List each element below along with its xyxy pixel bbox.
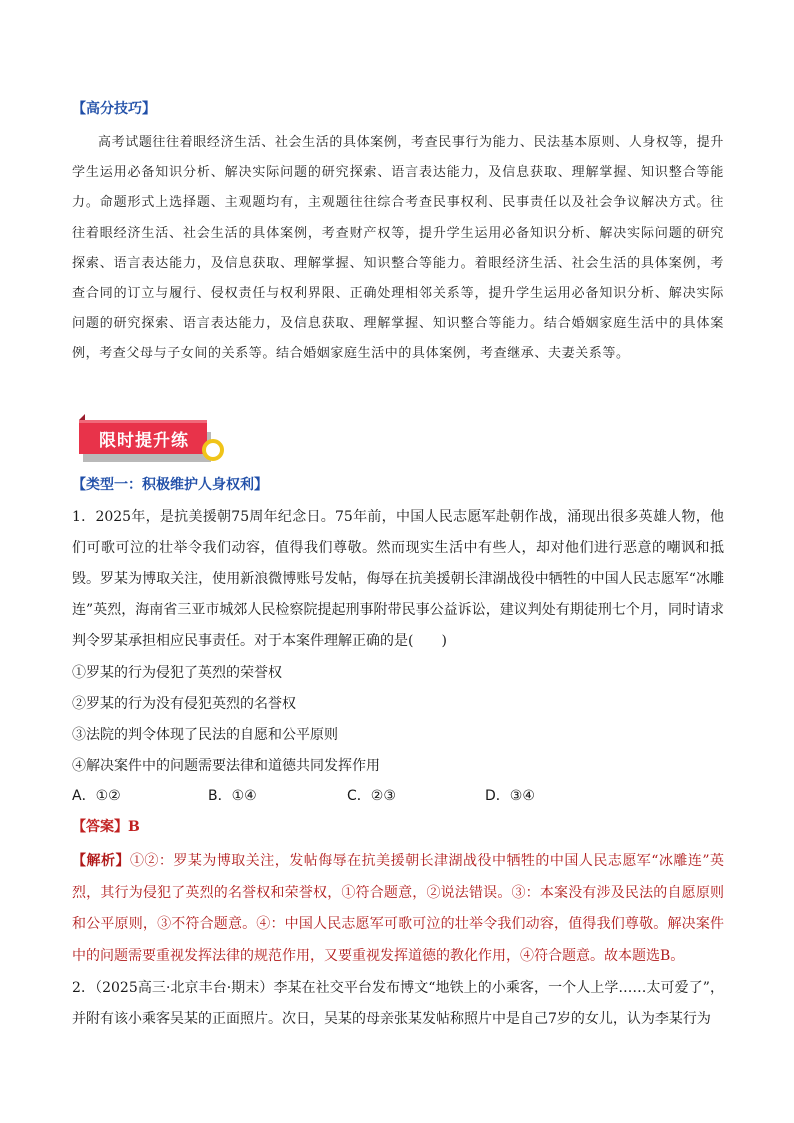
question-1-option: ③法院的判令体现了民法的自愿和公平原则: [72, 727, 338, 743]
choice-c: C．②③: [347, 788, 396, 804]
section-type-heading: 【类型一：积极维护人身权利】: [72, 477, 268, 493]
choice-d: D．③④: [485, 788, 535, 804]
analysis-block: [72, 846, 724, 972]
question-1-option: ①罗某的行为侵犯了英烈的荣誉权: [72, 665, 282, 681]
analysis-label: 【解析】: [72, 853, 130, 869]
choice-b: B．①④: [208, 788, 257, 804]
answer-line: 【答案】B: [72, 819, 140, 835]
tips-paragraph: 高考试题往往着眼经济生活、社会生活的具体案例，考查民事行为能力、民法基本原则、人身权等，提升学生运用必备知识分析、解决实际问题的研究探索、语言表达能力，及信息获取、理解掌握、知识整合等能力。命题形式上选择题、主观题均有，主观题往往综合考查民事权利、民事责任以及社会争议解决方式。往往着眼经济生活、社会生活的具体案例，考查财产权等，提升学生运用必备知识分析、解决实际问题的研究探索、语言表达能力，及信息获取、理解掌握、知识整合等能力。着眼经济生活、社会生活的具体案例，考查合同的订立与履行、侵权责任与权利界限、正确处理相邻关系等，提升学生运用必备知识分析、解决实际问题的研究探索、语言表达能力，及信息获取、理解掌握、知识整合等能力。结合婚姻家庭生活中的具体案例，考查父母与子女间的关系等。结合婚姻家庭生活中的具体案例，考查继承、夫妻关系等。: [72, 135, 724, 362]
question-1-stem: 1．2025年，是抗美援朝75周年纪念日。75年前，中国人民志愿军赴朝作战，涌现出很多英雄人物，他们可歌可泣的壮举令我们动容，值得我们尊敬。然而现实生活中有些人，却对他们进行恶意的嘲讽和抵毁。罗某为博取关注，使用新浪微博账号发帖，侮辱在抗美援朝长津湖战役中牺牲的中国人民志愿军“冰雕连”英烈，海南省三亚市城郊人民检察院提起刑事附带民事公益诉讼，建议判处有期徒刑七个月，同时请求判令罗某承担相应民事责任。对于本案件理解正确的是( ): [72, 509, 724, 649]
question-1-option: ②罗某的行为没有侵犯英烈的名誉权: [72, 696, 296, 712]
tips-heading: 【高分技巧】: [72, 101, 156, 117]
choice-a: A．①②: [72, 788, 121, 804]
question-1-option: ④解决案件中的问题需要法律和道德共同发挥作用: [72, 758, 380, 774]
question-2-stem: 2．（2025高三·北京丰台·期末）李某在社交平台发布博文“地铁上的小乘客，一个人上学……太可爱了”，并附有该小乘客吴某的正面照片。次日，吴某的母亲张某发帖称照片中是自己7岁的女儿，认为李某行为: [72, 980, 724, 1027]
analysis-text: ①②：罗某为博取关注，发帖侮辱在抗美援朝长津湖战役中牺牲的中国人民志愿军“冰雕连”英烈，其行为侵犯了英烈的名誉权和荣誉权，①符合题意，②说法错误。③：本案没有涉及民法的自愿原则和公平原则，③不符合题意。④：中国人民志愿军可歌可泣的壮举令我们动容，值得我们尊敬。解决案件中的问题需要重视发挥法律的规范作用，又要重视发挥道德的教化作用，④符合题意。故本题选B。: [72, 853, 725, 964]
section-banner: [75, 414, 227, 464]
banner-label: 限时提升练: [99, 431, 189, 451]
